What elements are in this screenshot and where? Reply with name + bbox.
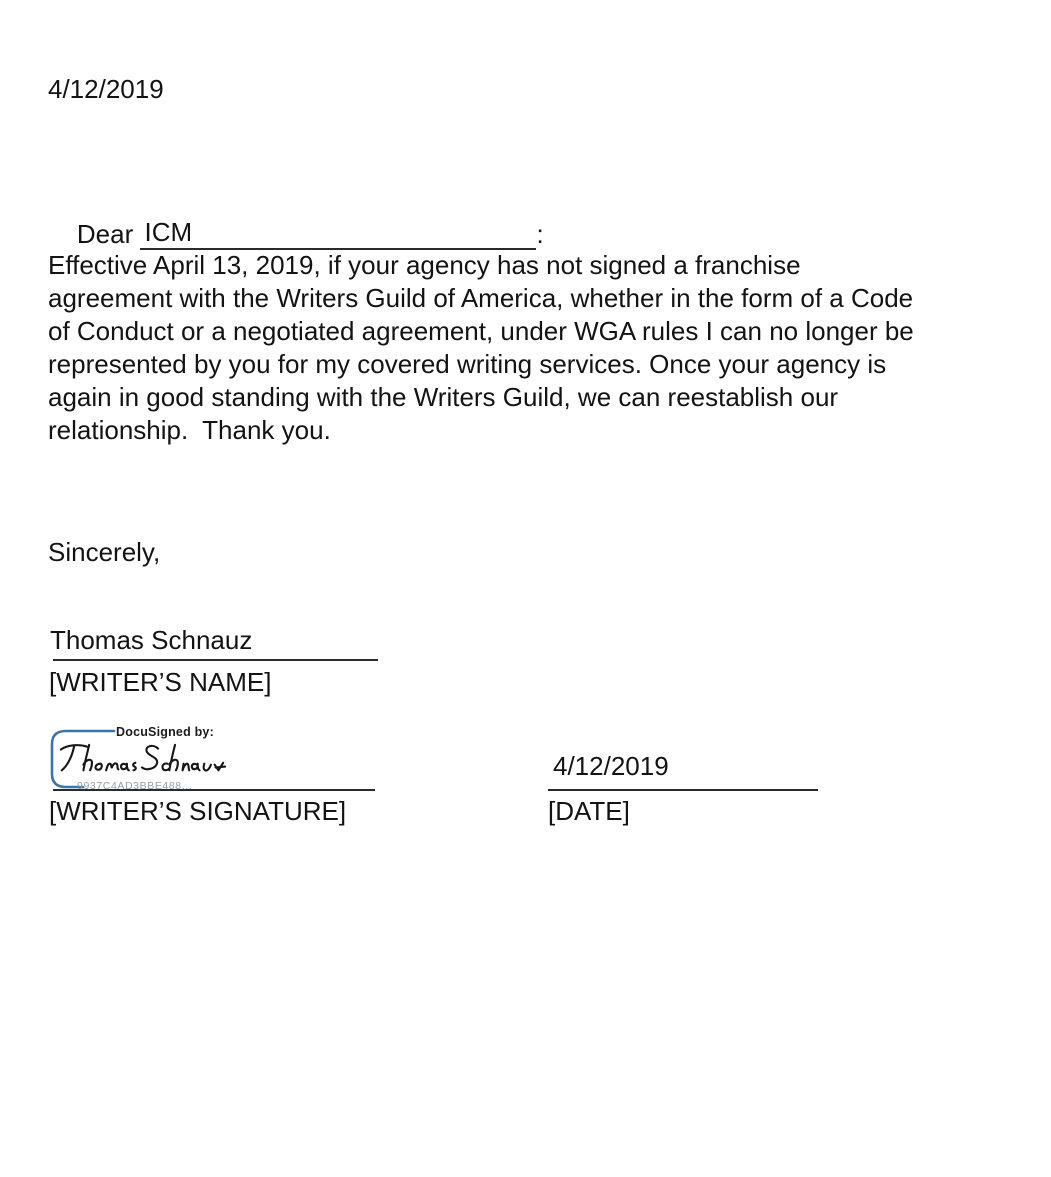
body-line: represented by you for my covered writing services. Once your agency is <box>48 349 887 379</box>
recipient-name: ICM <box>144 217 193 247</box>
body-line: Effective April 13, 2019, if your agency has not signed a franchise <box>48 250 801 280</box>
envelope-id: 9937C4AD3BBE488... <box>77 780 193 792</box>
salutation-punctuation: : <box>536 219 544 249</box>
date-underline <box>548 789 818 791</box>
body-paragraph <box>48 249 914 447</box>
writer-name-label: [WRITER’S NAME] <box>49 667 272 697</box>
docusign-stamp <box>44 722 424 796</box>
typed-name: Thomas Schnauz <box>50 625 253 655</box>
body-line: relationship. Thank you. <box>48 415 331 445</box>
closing: Sincerely, <box>48 537 161 567</box>
date-label: [DATE] <box>548 796 630 826</box>
docusign-label: DocuSigned by: <box>116 725 214 739</box>
letter-date: 4/12/2019 <box>48 74 164 104</box>
salutation-prefix: Dear <box>76 219 141 249</box>
body-line: agreement with the Writers Guild of America, whether in the form of a Code <box>48 283 914 313</box>
signed-date: 4/12/2019 <box>553 751 669 781</box>
name-underline <box>53 659 378 661</box>
body-line: of Conduct or a negotiated agreement, under WGA rules I can no longer be <box>48 316 914 346</box>
body-line: again in good standing with the Writers Guild, we can reestablish our <box>48 382 839 412</box>
recipient-blank <box>140 217 536 250</box>
signature-underline <box>53 789 375 791</box>
writer-signature-label: [WRITER’S SIGNATURE] <box>49 796 347 826</box>
handwritten-signature <box>58 740 226 778</box>
